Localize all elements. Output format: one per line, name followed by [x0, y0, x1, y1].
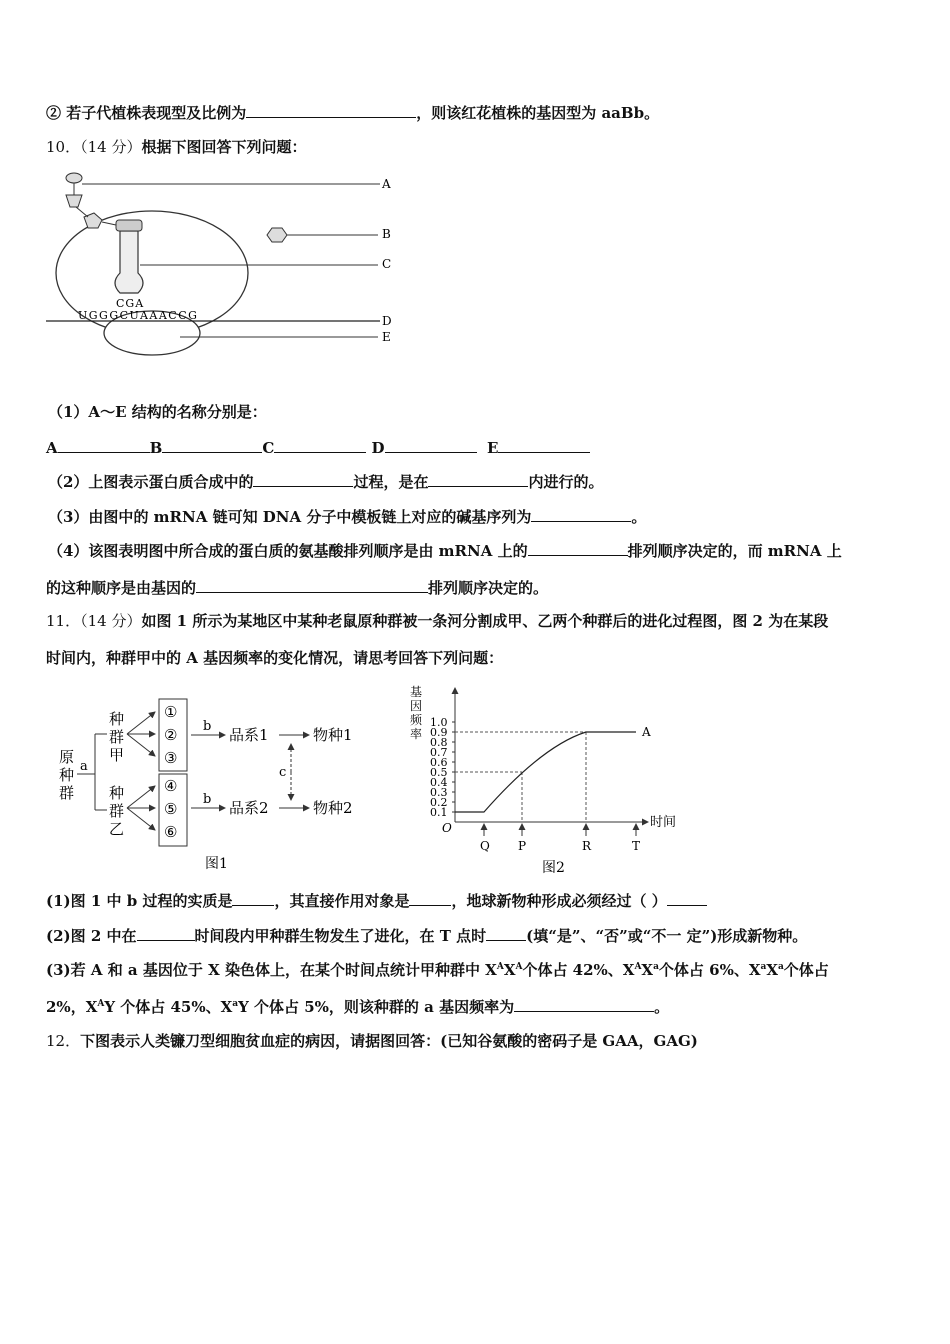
q11-stem-line2-row — [46, 648, 503, 668]
amino-acid-3 — [84, 213, 102, 228]
amino-acid-1 — [66, 173, 82, 183]
q12-stem: 下图表示人类镰刀型细胞贫血症的病因，请据图回答：(已知谷氨酸的密码子是 GAA，GAG) — [80, 1032, 698, 1050]
q11-part3-text: 2%，X — [46, 998, 98, 1016]
answer-blank-c[interactable] — [274, 437, 366, 453]
answer-blank-template[interactable] — [531, 506, 631, 522]
q10-part1 — [48, 402, 267, 422]
curve-label-a: A — [642, 725, 651, 739]
q10-part1-text: （1）A～E 结构的名称分别是： — [48, 403, 267, 421]
q11-header — [46, 611, 828, 631]
q12-number: 12． — [46, 1032, 81, 1050]
answer-blank-location[interactable] — [428, 471, 528, 487]
y-tick-label: 0.5 — [430, 766, 448, 779]
q11-part3-text-end: 。 — [654, 998, 670, 1016]
superscript: a — [760, 962, 767, 972]
figure-1 — [55, 690, 375, 880]
q11-part3-text: (3)若 A 和 a 基因位于 X 染色体上，在某个时间点统计甲种群中 X — [46, 961, 497, 979]
y-tick-label: 0.1 — [430, 806, 448, 819]
origin-label: O — [442, 821, 452, 835]
q10-part4-text-cont: 的这种顺序是由基因的 — [46, 579, 197, 597]
superscript: A — [97, 999, 105, 1009]
y-axis-label-char: 频 — [410, 713, 423, 727]
q11-stem-line2: 时间内，种群甲中的 A 基因频率的变化情况，请思考回答下列问题： — [46, 649, 504, 667]
source-population-char: 种 — [59, 766, 75, 784]
answer-blank-period[interactable] — [137, 925, 195, 941]
superscript: a — [232, 999, 239, 1009]
q10-part4-text: （4）该图表明图中所合成的蛋白质的氨基酸排列顺序是由 mRNA 上的 — [48, 542, 528, 560]
peptide-bond — [76, 207, 88, 217]
x-tick-label: R — [582, 839, 592, 853]
trna — [115, 231, 143, 293]
y-tick-label: 1.0 — [430, 716, 448, 729]
q11-part1-text-mid: ，其直接作用对象是 — [274, 892, 410, 910]
x-tick-label: T — [632, 839, 641, 853]
group-circle: ① — [164, 703, 178, 721]
figure-2-caption: 图2 — [542, 860, 565, 876]
species-2: 物种2 — [313, 799, 353, 817]
q11-part3-text: 个体占 6%、X — [658, 961, 761, 979]
label-b-process: b — [203, 719, 212, 734]
arrow — [127, 734, 155, 756]
pop2-char: 乙 — [109, 820, 125, 838]
q10-part4-text-mid: 排列顺序决定的，而 mRNA 上 — [627, 542, 842, 560]
group-circle: ③ — [164, 749, 178, 767]
blank-label-d: D — [371, 439, 385, 457]
amino-acid-2 — [66, 195, 82, 207]
y-tick-label: 0.4 — [430, 776, 448, 789]
y-tick-label: 0.3 — [430, 786, 448, 799]
superscript: A — [634, 962, 642, 972]
superscript: a — [777, 962, 784, 972]
answer-blank-gene[interactable] — [196, 577, 428, 593]
q10-part2-text-end: 内进行的。 — [528, 473, 604, 491]
pop2-char: 种 — [109, 784, 125, 802]
superscript: A — [496, 962, 504, 972]
group-circle: ⑥ — [164, 823, 178, 841]
q11-part3-text: X — [503, 961, 516, 979]
q11-number: 11．（14 分） — [46, 612, 142, 630]
q11-part1-text: (1)图 1 中 b 过程的实质是 — [46, 892, 233, 910]
label-b-process: b — [203, 792, 212, 807]
answer-blank-e[interactable] — [498, 437, 590, 453]
q10-part4-text-end: 排列顺序决定的。 — [428, 579, 549, 597]
x-axis-label: 时间 — [650, 815, 677, 830]
q11-part1 — [46, 890, 707, 911]
pop1-char: 群 — [109, 728, 125, 746]
strain-2: 品系2 — [229, 799, 269, 817]
anticodon-text: CGA — [116, 297, 145, 310]
blank-label-a: A — [46, 439, 58, 457]
answer-blank-essence[interactable] — [232, 890, 274, 906]
group-circle: ④ — [164, 777, 178, 795]
q10-stem: 根据下图回答下列问题： — [141, 138, 307, 156]
arrow — [127, 712, 155, 734]
q11-part2-text-mid: 时间段内甲种群生物发生了进化，在 T 点时 — [194, 927, 487, 945]
y-tick-label: 0.7 — [430, 746, 448, 759]
y-axis-label-char: 率 — [410, 727, 423, 741]
strain-1: 品系1 — [229, 726, 269, 744]
q11-part3-cont — [46, 996, 669, 1017]
answer-blank-choice[interactable] — [667, 890, 707, 906]
figure-1-caption: 图1 — [205, 856, 228, 872]
pop2-char: 群 — [109, 802, 125, 820]
pop1-char: 甲 — [109, 746, 125, 764]
q9-part2-text: ② 若子代植株表现型及比例为 — [46, 104, 247, 122]
answer-blank-b[interactable] — [162, 437, 262, 453]
y-tick-label: 0.6 — [430, 756, 448, 769]
q10-part4 — [48, 540, 842, 561]
answer-blank-codon[interactable] — [528, 540, 628, 556]
q11-part3-text: Y 个体占 45%、X — [104, 998, 233, 1016]
peptide-bond — [102, 222, 116, 225]
q11-part2-text-end: (填“是”、“否”或“不一 定”)形成新物种。 — [526, 927, 808, 945]
q10-part1-blanks — [46, 437, 590, 458]
q10-part2-text: （2）上图表示蛋白质合成中的 — [48, 473, 254, 491]
label-e: E — [382, 330, 391, 344]
trna-head — [116, 220, 142, 231]
y-tick-label: 0.9 — [430, 726, 448, 739]
blank-label-e: E — [486, 439, 499, 457]
label-b: B — [382, 227, 391, 241]
y-tick-label: 0.8 — [430, 736, 448, 749]
x-tick-label: Q — [480, 839, 490, 853]
label-a-process: a — [80, 759, 88, 774]
q10-header — [46, 137, 306, 157]
q9-part2-text-end: ，则该红花植株的基因型为 aaBb。 — [416, 104, 660, 122]
q9-part2-line — [46, 102, 659, 123]
y-axis-label-char: 因 — [410, 699, 423, 713]
group-circle: ② — [164, 726, 178, 744]
q11-part3-text: X — [641, 961, 654, 979]
label-c-process: c — [279, 765, 287, 780]
y-tick-label: 0.2 — [430, 796, 448, 809]
q10-number: 10．（14 分） — [46, 138, 142, 156]
source-population-char: 原 — [59, 748, 75, 766]
arrow — [127, 786, 155, 808]
superscript: A — [515, 962, 523, 972]
blank-label-c: C — [262, 439, 275, 457]
answer-blank-a[interactable] — [58, 437, 150, 453]
q10-part2 — [48, 471, 603, 492]
answer-blank-process[interactable] — [253, 471, 353, 487]
mrna-codon-text: UGGGCUAAACCG — [78, 309, 199, 322]
q11-part3 — [46, 960, 829, 980]
label-a: A — [382, 177, 391, 191]
q10-part2-text-mid: 过程，是在 — [353, 473, 429, 491]
arrow — [127, 808, 155, 830]
q10-part3 — [48, 506, 646, 527]
label-d: D — [382, 314, 392, 328]
translation-diagram — [40, 165, 410, 365]
group-circle: ⑤ — [164, 800, 178, 818]
y-axis-label-char: 基 — [410, 685, 423, 699]
q11-part2 — [46, 925, 807, 946]
q10-part4-cont — [46, 577, 548, 598]
q11-part3-text: X — [766, 961, 778, 979]
q10-part3-text: （3）由图中的 mRNA 链可知 DNA 分子中模板链上对应的碱基序列为 — [48, 508, 532, 526]
figure-2-chart — [400, 680, 700, 880]
q11-part1-text-end: ，地球新物种形成必须经过（ ） — [451, 892, 667, 910]
q11-part3-text: Y 个体占 5%，则该种群的 a 基因频率为 — [238, 998, 515, 1016]
x-tick-label: P — [518, 839, 527, 853]
answer-blank-species[interactable] — [486, 925, 526, 941]
source-population-char: 群 — [59, 784, 75, 802]
q9-answer-blank[interactable] — [246, 102, 416, 118]
q11-part3-text: 个体占 42%、X — [522, 961, 635, 979]
answer-blank-d[interactable] — [385, 437, 477, 453]
answer-blank-object[interactable] — [409, 890, 451, 906]
answer-blank-frequency[interactable] — [514, 996, 654, 1012]
superscript: a — [653, 962, 659, 972]
free-amino-acid — [267, 228, 287, 242]
q11-part2-text: (2)图 2 中在 — [46, 927, 137, 945]
q12-header — [46, 1031, 698, 1051]
pop1-char: 种 — [109, 710, 125, 728]
blank-label-b: B — [149, 439, 163, 457]
q10-part3-text-end: 。 — [631, 508, 647, 526]
q11-stem-line1: 如图 1 所示为某地区中某种老鼠原种群被一条河分割成甲、乙两个种群后的进化过程图，图 2 为在某段 — [141, 612, 829, 630]
species-1: 物种1 — [313, 726, 353, 744]
label-c: C — [382, 257, 392, 271]
q11-part3-text: 个体占 — [783, 961, 829, 979]
